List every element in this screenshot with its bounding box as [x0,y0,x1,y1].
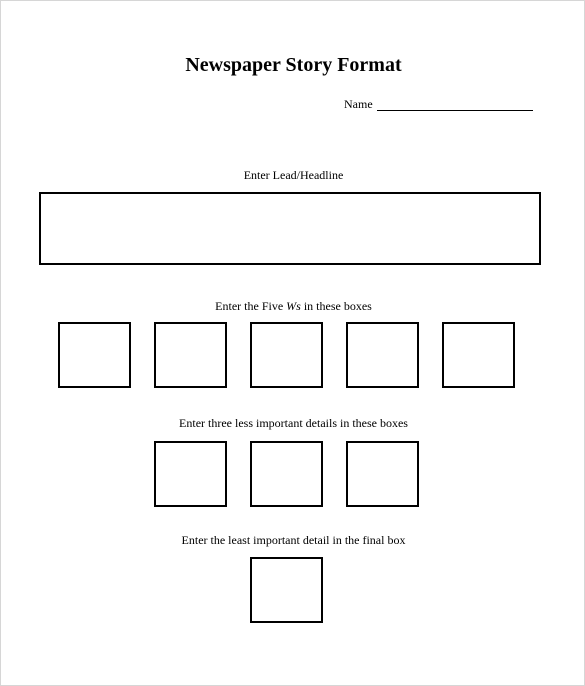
five-ws-label-after: in these boxes [300,299,372,313]
name-input-line[interactable] [377,99,533,111]
five-ws-box-5[interactable] [442,322,515,388]
five-ws-label-emphasis: Ws [286,299,301,313]
five-ws-box-2[interactable] [154,322,227,388]
detail-box-2[interactable] [250,441,323,507]
detail-box-3[interactable] [346,441,419,507]
three-details-label: Enter three less important details in these boxes [179,416,408,430]
five-ws-box-1[interactable] [58,322,131,388]
final-detail-box[interactable] [250,557,323,623]
name-label: Name [344,97,373,111]
detail-box-1[interactable] [154,441,227,507]
lead-headline-box[interactable] [39,192,541,265]
name-field-row [344,97,533,111]
document-title: Newspaper Story Format [185,54,402,76]
five-ws-label [1,299,585,313]
final-detail-label: Enter the least important detail in the final box [181,533,406,547]
five-ws-label-before: Enter the Five [215,299,287,313]
five-ws-box-4[interactable] [346,322,419,388]
five-ws-box-3[interactable] [250,322,323,388]
lead-headline-label: Enter Lead/Headline [243,168,344,182]
